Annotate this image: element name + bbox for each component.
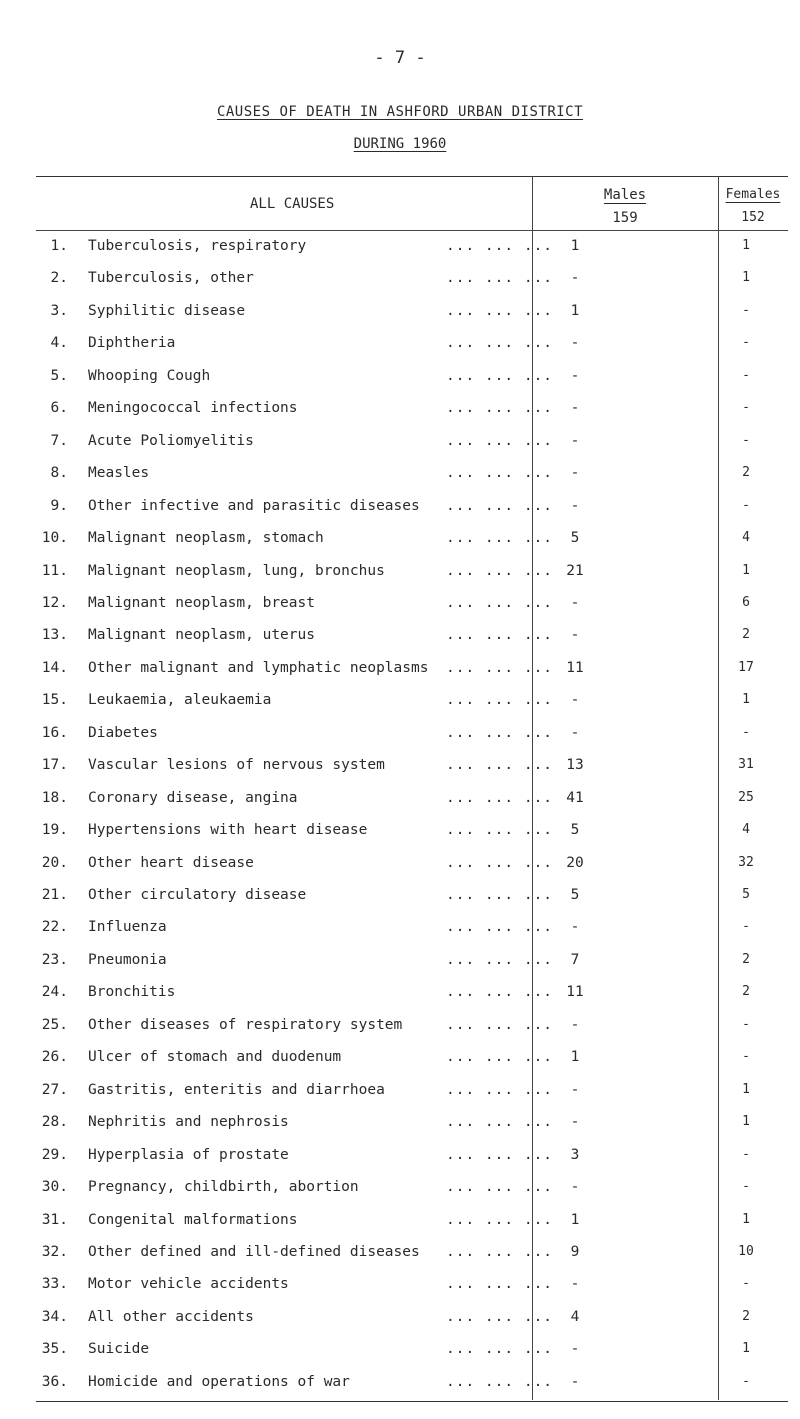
males-count: 13 <box>566 757 584 774</box>
leader-dots: ... ... ... <box>446 1179 554 1196</box>
table-row <box>0 720 800 746</box>
females-count: 1 <box>742 1081 750 1097</box>
row-number: 2. <box>50 270 68 287</box>
table-row <box>0 363 800 389</box>
males-count: - <box>570 1081 580 1098</box>
leader-dots: ... ... ... <box>446 659 554 676</box>
females-count: - <box>742 724 750 740</box>
cause-label: Hypertensions with heart disease <box>88 822 368 839</box>
table-row <box>0 850 800 876</box>
row-number: 10. <box>41 530 68 547</box>
row-number: 32. <box>41 1243 68 1260</box>
row-number: 14. <box>41 659 68 676</box>
title-text: CAUSES OF DEATH IN ASHFORD URBAN DISTRICT <box>216 104 584 120</box>
males-count: - <box>570 335 580 352</box>
leader-dots: ... ... ... <box>446 854 554 871</box>
leader-dots: ... ... ... <box>446 724 554 741</box>
row-number: 26. <box>41 1049 68 1066</box>
leader-dots: ... ... ... <box>446 1373 554 1390</box>
cause-label: Coronary disease, angina <box>88 789 298 806</box>
row-number: 21. <box>41 887 68 903</box>
cause-label: Gastritis, enteritis and diarrhoea <box>88 1081 385 1098</box>
leader-dots: ... ... ... <box>446 1081 554 1098</box>
row-number: 6. <box>50 400 68 417</box>
row-number: 35. <box>41 1341 68 1358</box>
cause-label: Other defined and ill-defined diseases <box>88 1243 420 1260</box>
table-row <box>0 298 800 324</box>
row-number: 29. <box>41 1146 68 1163</box>
males-count: - <box>570 270 580 287</box>
table-row <box>0 622 800 648</box>
subtitle-text: DURING 1960 <box>353 136 447 152</box>
females-count: - <box>742 497 750 513</box>
table-row <box>0 558 800 584</box>
females-count: - <box>742 400 750 416</box>
leader-dots: ... ... ... <box>446 400 554 417</box>
males-count: - <box>570 627 580 644</box>
males-count: 9 <box>570 1243 580 1260</box>
row-number: 31. <box>41 1211 68 1228</box>
row-number: 25. <box>41 1016 68 1033</box>
females-count: 2 <box>742 627 750 643</box>
males-count: 5 <box>570 530 580 547</box>
header-males: Males <box>603 187 647 203</box>
table-row <box>0 265 800 291</box>
table-row <box>0 233 800 259</box>
males-count: 7 <box>570 951 580 968</box>
males-count: 3 <box>570 1146 580 1163</box>
males-count: 1 <box>570 1211 580 1228</box>
males-count: 5 <box>570 822 580 839</box>
leader-dots: ... ... ... <box>446 887 554 903</box>
leader-dots: ... ... ... <box>446 594 554 611</box>
leader-dots: ... ... ... <box>446 789 554 806</box>
females-count: 1 <box>742 1341 750 1357</box>
table-row <box>0 1336 800 1362</box>
row-number: 22. <box>41 919 68 936</box>
table-row <box>0 655 800 681</box>
table-row <box>0 1012 800 1038</box>
males-count: - <box>570 432 580 449</box>
table-row <box>0 817 800 843</box>
cause-label: Suicide <box>88 1341 150 1358</box>
females-count: 1 <box>742 1114 750 1130</box>
males-count: 11 <box>566 984 584 1001</box>
females-count: - <box>742 302 750 318</box>
males-count: 20 <box>566 854 584 871</box>
row-number: 18. <box>41 789 68 806</box>
header-females: Females <box>725 187 781 202</box>
leader-dots: ... ... ... <box>446 692 554 709</box>
leader-dots: ... ... ... <box>446 1049 554 1066</box>
cause-label: Influenza <box>88 919 167 936</box>
males-count: 1 <box>570 1049 580 1066</box>
males-count: - <box>570 367 580 384</box>
row-number: 7. <box>50 432 68 449</box>
males-count: - <box>570 1179 580 1196</box>
cause-label: Motor vehicle accidents <box>88 1276 289 1293</box>
leader-dots: ... ... ... <box>446 1243 554 1260</box>
page-title <box>0 104 800 120</box>
header-females-total: 152 <box>741 210 765 225</box>
females-count: 25 <box>738 789 754 805</box>
table-row <box>0 590 800 616</box>
leader-dots: ... ... ... <box>446 530 554 547</box>
row-number: 20. <box>41 854 68 871</box>
males-count: - <box>570 1373 580 1390</box>
row-number: 5. <box>50 367 68 384</box>
row-number: 16. <box>41 724 68 741</box>
header-divider <box>36 230 788 231</box>
females-count: 2 <box>742 951 750 967</box>
males-count: 41 <box>566 789 584 806</box>
table-row <box>0 1271 800 1297</box>
cause-label: Ulcer of stomach and duodenum <box>88 1049 342 1066</box>
leader-dots: ... ... ... <box>446 497 554 514</box>
row-number: 19. <box>41 822 68 839</box>
table-row <box>0 1369 800 1395</box>
females-count: - <box>742 1049 750 1065</box>
cause-label: Hyperplasia of prostate <box>88 1146 289 1163</box>
page-number: - 7 - <box>374 48 426 68</box>
females-count: 1 <box>742 270 750 286</box>
females-count: 1 <box>742 692 750 708</box>
cause-label: Measles <box>88 465 150 482</box>
cause-label: Diphtheria <box>88 335 176 352</box>
females-count: - <box>742 1276 750 1292</box>
leader-dots: ... ... ... <box>446 270 554 287</box>
cause-label: Tuberculosis, respiratory <box>88 238 307 254</box>
cause-label: All other accidents <box>88 1308 254 1325</box>
table-row <box>0 882 800 908</box>
males-count: - <box>570 692 580 709</box>
cause-label: Congenital malformations <box>88 1211 298 1228</box>
row-number: 12. <box>41 594 68 611</box>
leader-dots: ... ... ... <box>446 432 554 449</box>
table-row <box>0 525 800 551</box>
females-count: 32 <box>738 854 754 870</box>
table-row <box>0 1304 800 1330</box>
leader-dots: ... ... ... <box>446 951 554 968</box>
table-row <box>0 1239 800 1265</box>
row-number: 27. <box>41 1081 68 1098</box>
row-number: 28. <box>41 1114 68 1131</box>
females-count: 6 <box>742 594 750 610</box>
males-count: - <box>570 1016 580 1033</box>
females-count: - <box>742 367 750 383</box>
leader-dots: ... ... ... <box>446 1114 554 1131</box>
males-count: 11 <box>566 659 584 676</box>
females-count: - <box>742 1179 750 1195</box>
females-count: - <box>742 1016 750 1032</box>
row-number: 1. <box>50 238 68 254</box>
males-count: 5 <box>570 887 580 903</box>
cause-label: Nephritis and nephrosis <box>88 1114 289 1131</box>
table-row <box>0 1044 800 1070</box>
females-count: 1 <box>742 562 750 578</box>
cause-label: Other malignant and lymphatic neoplasms <box>88 659 429 676</box>
females-count: - <box>742 335 750 351</box>
females-count: 1 <box>742 1211 750 1227</box>
table-row <box>0 914 800 940</box>
row-number: 11. <box>41 562 68 579</box>
table-row <box>0 687 800 713</box>
table-row <box>0 395 800 421</box>
cause-label: Diabetes <box>88 724 158 741</box>
females-count: 10 <box>738 1243 754 1259</box>
males-count: - <box>570 919 580 936</box>
females-count: 31 <box>738 757 754 773</box>
males-count: - <box>570 1341 580 1358</box>
females-count: 2 <box>742 984 750 1000</box>
leader-dots: ... ... ... <box>446 757 554 774</box>
header-males-total: 159 <box>612 210 638 226</box>
row-number: 24. <box>41 984 68 1001</box>
males-count: 1 <box>570 302 580 319</box>
leader-dots: ... ... ... <box>446 367 554 384</box>
females-count: 17 <box>738 659 754 675</box>
females-count: 2 <box>742 465 750 481</box>
row-number: 23. <box>41 951 68 968</box>
row-number: 8. <box>50 465 68 482</box>
males-count: 21 <box>566 562 584 579</box>
males-count: - <box>570 594 580 611</box>
leader-dots: ... ... ... <box>446 238 554 254</box>
row-number: 33. <box>41 1276 68 1293</box>
leader-dots: ... ... ... <box>446 562 554 579</box>
males-count: - <box>570 497 580 514</box>
table-row <box>0 1207 800 1233</box>
leader-dots: ... ... ... <box>446 335 554 352</box>
table-row <box>0 428 800 454</box>
table-row <box>0 1142 800 1168</box>
table-row <box>0 785 800 811</box>
females-count: 5 <box>742 887 750 902</box>
cause-label: Bronchitis <box>88 984 176 1001</box>
females-count: - <box>742 1146 750 1162</box>
leader-dots: ... ... ... <box>446 822 554 839</box>
cause-label: Malignant neoplasm, uterus <box>88 627 315 644</box>
leader-dots: ... ... ... <box>446 1016 554 1033</box>
males-count: - <box>570 1114 580 1131</box>
cause-label: Whooping Cough <box>88 367 211 384</box>
row-number: 3. <box>50 302 68 319</box>
males-count: - <box>570 724 580 741</box>
leader-dots: ... ... ... <box>446 1276 554 1293</box>
leader-dots: ... ... ... <box>446 919 554 936</box>
females-count: - <box>742 432 750 448</box>
row-number: 4. <box>50 335 68 352</box>
cause-label: Acute Poliomyelitis <box>88 432 254 449</box>
row-number: 36. <box>41 1373 68 1390</box>
females-count: 1 <box>742 238 750 253</box>
cause-label: Pregnancy, childbirth, abortion <box>88 1179 359 1196</box>
row-number: 34. <box>41 1308 68 1325</box>
leader-dots: ... ... ... <box>446 627 554 644</box>
females-count: 4 <box>742 822 750 838</box>
leader-dots: ... ... ... <box>446 1211 554 1228</box>
leader-dots: ... ... ... <box>446 984 554 1001</box>
cause-label: Other diseases of respiratory system <box>88 1016 403 1033</box>
table-row <box>0 979 800 1005</box>
leader-dots: ... ... ... <box>446 1146 554 1163</box>
females-count: - <box>742 919 750 935</box>
males-count: 1 <box>570 238 580 254</box>
cause-label: Malignant neoplasm, stomach <box>88 530 324 547</box>
cause-label: Malignant neoplasm, lung, bronchus <box>88 562 385 579</box>
table-row <box>0 460 800 486</box>
leader-dots: ... ... ... <box>446 302 554 319</box>
cause-label: Vascular lesions of nervous system <box>88 757 385 774</box>
table-row <box>0 1174 800 1200</box>
males-count: - <box>570 1276 580 1293</box>
table-row <box>0 752 800 778</box>
females-count: 4 <box>742 530 750 546</box>
leader-dots: ... ... ... <box>446 465 554 482</box>
females-count: - <box>742 1373 750 1389</box>
cause-label: Pneumonia <box>88 951 167 968</box>
cause-label: Syphilitic disease <box>88 302 246 319</box>
table-row <box>0 947 800 973</box>
males-count: 4 <box>570 1308 580 1325</box>
page-subtitle <box>0 136 800 152</box>
leader-dots: ... ... ... <box>446 1341 554 1358</box>
table-row <box>0 330 800 356</box>
cause-label: Other circulatory disease <box>88 887 307 903</box>
row-number: 15. <box>41 692 68 709</box>
cause-label: Meningococcal infections <box>88 400 298 417</box>
header-all-causes: ALL CAUSES <box>250 196 335 212</box>
males-count: - <box>570 400 580 417</box>
cause-label: Other heart disease <box>88 854 254 871</box>
row-number: 30. <box>41 1179 68 1196</box>
cause-label: Homicide and operations of war <box>88 1373 350 1390</box>
table-row <box>0 1077 800 1103</box>
males-count: - <box>570 465 580 482</box>
row-number: 17. <box>41 757 68 774</box>
leader-dots: ... ... ... <box>446 1308 554 1325</box>
cause-label: Tuberculosis, other <box>88 270 254 287</box>
table-row <box>0 1109 800 1135</box>
cause-label: Leukaemia, aleukaemia <box>88 692 272 709</box>
cause-label: Other infective and parasitic diseases <box>88 497 420 514</box>
females-count: 2 <box>742 1308 750 1324</box>
cause-label: Malignant neoplasm, breast <box>88 594 315 611</box>
table-row <box>0 493 800 519</box>
row-number: 9. <box>50 497 68 514</box>
row-number: 13. <box>41 627 68 644</box>
